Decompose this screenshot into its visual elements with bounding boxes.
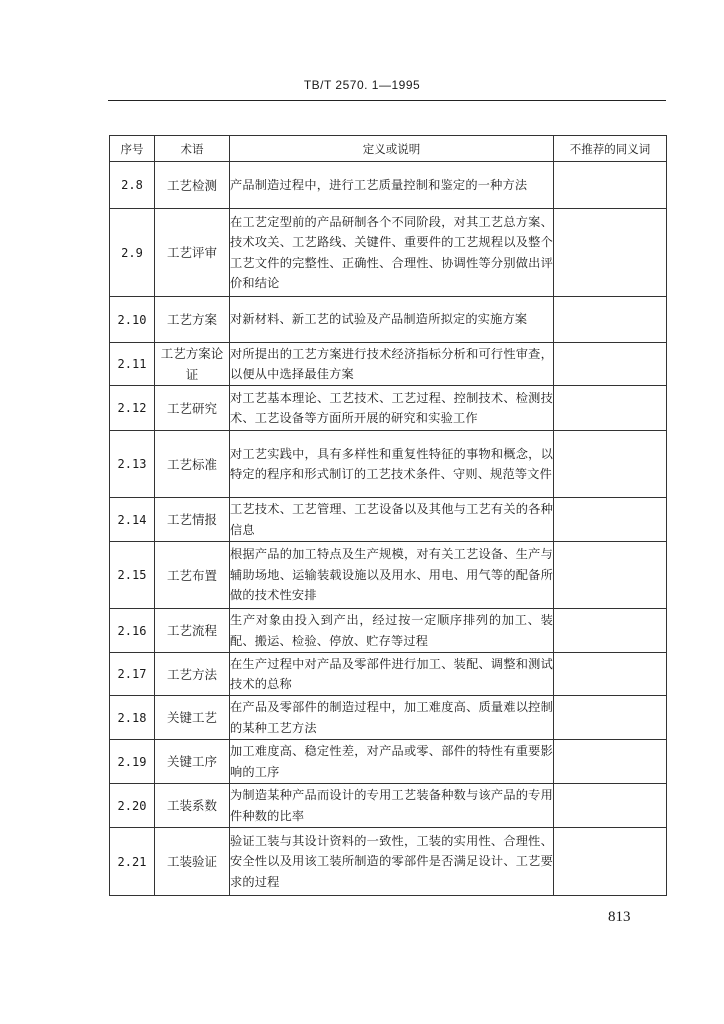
term-name: 工艺布置 — [155, 542, 230, 609]
header-divider — [108, 100, 666, 101]
term-synonym — [554, 343, 667, 386]
table-row — [110, 609, 667, 653]
term-synonym — [554, 297, 667, 343]
col-header-definition: 定义或说明 — [230, 136, 554, 162]
term-number: 2.20 — [110, 784, 155, 828]
term-definition: 在产品及零部件的制造过程中，加工难度高、质量难以控制的某种工艺方法 — [230, 696, 554, 740]
term-synonym — [554, 431, 667, 498]
term-number: 2.12 — [110, 386, 155, 431]
term-name: 工艺评审 — [155, 209, 230, 297]
term-definition: 生产对象由投入到产出，经过按一定顺序排列的加工、装配、搬运、检验、停放、贮存等过程 — [230, 609, 554, 653]
term-synonym — [554, 386, 667, 431]
table-row — [110, 653, 667, 696]
table-header-row — [110, 136, 667, 162]
term-name: 工艺方案论证 — [155, 343, 230, 386]
term-definition: 验证工装与其设计资料的一致性，工装的实用性、合理性、安全性以及用该工装所制造的零部件是否满足设计、工艺要求的过程 — [230, 828, 554, 896]
term-number: 2.21 — [110, 828, 155, 896]
table-row — [110, 696, 667, 740]
col-header-synonym: 不推荐的同义词 — [554, 136, 667, 162]
term-name: 工艺标准 — [155, 431, 230, 498]
term-definition: 为制造某种产品而设计的专用工艺装备种数与该产品的专用件种数的比率 — [230, 784, 554, 828]
term-synonym — [554, 740, 667, 784]
term-synonym — [554, 498, 667, 542]
term-definition: 根据产品的加工特点及生产规模，对有关工艺设备、生产与辅助场地、运输装载设施以及用水、用电、用气等的配备所做的技术性安排 — [230, 542, 554, 609]
table-row — [110, 209, 667, 297]
term-definition: 在工艺定型前的产品研制各个不同阶段，对其工艺总方案、技术攻关、工艺路线、关键件、重要件的工艺规程以及整个工艺文件的完整性、正确性、合理性、协调性等分别做出评价和结论 — [230, 209, 554, 297]
term-name: 工艺情报 — [155, 498, 230, 542]
col-header-term: 术语 — [155, 136, 230, 162]
term-name: 关键工序 — [155, 740, 230, 784]
term-name: 工艺研究 — [155, 386, 230, 431]
term-synonym — [554, 828, 667, 896]
terms-table — [109, 135, 667, 896]
term-number: 2.17 — [110, 653, 155, 696]
term-synonym — [554, 162, 667, 209]
term-definition: 对新材料、新工艺的试验及产品制造所拟定的实施方案 — [230, 297, 554, 343]
term-name: 工艺检测 — [155, 162, 230, 209]
term-synonym — [554, 653, 667, 696]
term-number: 2.16 — [110, 609, 155, 653]
term-name: 工艺方案 — [155, 297, 230, 343]
table-row — [110, 431, 667, 498]
term-number: 2.11 — [110, 343, 155, 386]
term-name: 工装系数 — [155, 784, 230, 828]
table-row — [110, 386, 667, 431]
term-number: 2.10 — [110, 297, 155, 343]
term-name: 关键工艺 — [155, 696, 230, 740]
term-definition: 对所提出的工艺方案进行技术经济指标分析和可行性审查，以便从中选择最佳方案 — [230, 343, 554, 386]
table-row — [110, 498, 667, 542]
term-synonym — [554, 609, 667, 653]
term-number: 2.13 — [110, 431, 155, 498]
page-number: 813 — [608, 909, 631, 925]
table-row — [110, 343, 667, 386]
term-definition: 产品制造过程中，进行工艺质量控制和鉴定的一种方法 — [230, 162, 554, 209]
table-row — [110, 162, 667, 209]
term-synonym — [554, 696, 667, 740]
term-name: 工装验证 — [155, 828, 230, 896]
term-definition: 工艺技术、工艺管理、工艺设备以及其他与工艺有关的各种信息 — [230, 498, 554, 542]
term-definition: 对工艺基本理论、工艺技术、工艺过程、控制技术、检测技术、工艺设备等方面所开展的研究和实验工作 — [230, 386, 554, 431]
term-name: 工艺方法 — [155, 653, 230, 696]
term-name: 工艺流程 — [155, 609, 230, 653]
term-definition: 加工难度高、稳定性差，对产品或零、部件的特性有重要影响的工序 — [230, 740, 554, 784]
standard-header: TB/T 2570. 1—1995 — [303, 78, 421, 92]
term-number: 2.19 — [110, 740, 155, 784]
table-row — [110, 297, 667, 343]
term-definition: 在生产过程中对产品及零部件进行加工、装配、调整和测试技术的总称 — [230, 653, 554, 696]
term-synonym — [554, 209, 667, 297]
table-row — [110, 542, 667, 609]
term-definition: 对工艺实践中，具有多样性和重复性特征的事物和概念，以特定的程序和形式制订的工艺技术条件、守则、规范等文件 — [230, 431, 554, 498]
term-number: 2.18 — [110, 696, 155, 740]
table-row — [110, 784, 667, 828]
term-number: 2.15 — [110, 542, 155, 609]
term-synonym — [554, 542, 667, 609]
col-header-number: 序号 — [110, 136, 155, 162]
term-number: 2.14 — [110, 498, 155, 542]
term-synonym — [554, 784, 667, 828]
table-row — [110, 740, 667, 784]
table-row — [110, 828, 667, 896]
term-number: 2.9 — [110, 209, 155, 297]
term-number: 2.8 — [110, 162, 155, 209]
